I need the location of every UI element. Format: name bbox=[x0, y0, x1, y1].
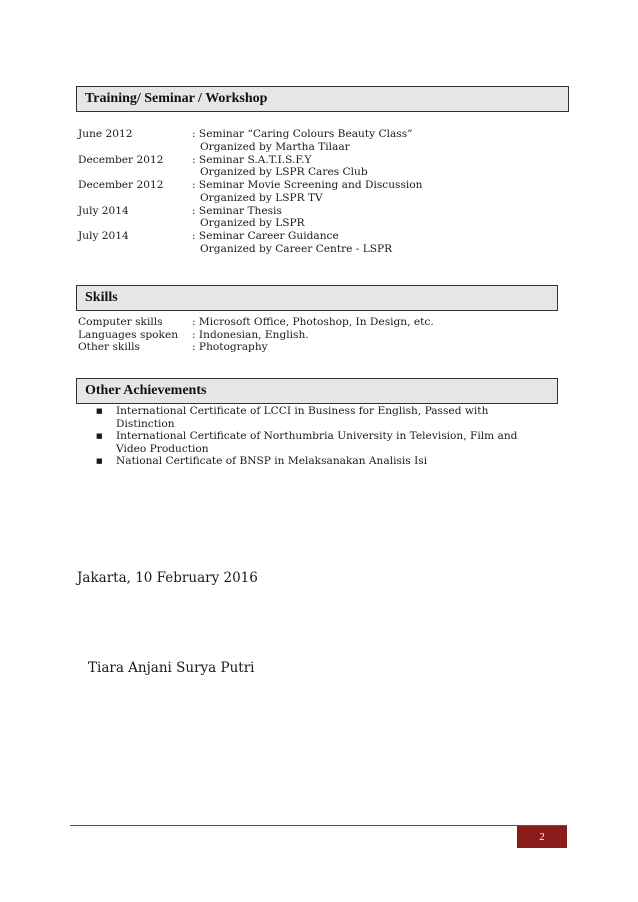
square-bullet-icon: ■ bbox=[96, 432, 103, 441]
signatory-name: Tiara Anjani Surya Putri bbox=[88, 660, 255, 676]
achievements-list bbox=[96, 405, 546, 468]
square-bullet-icon: ■ bbox=[96, 457, 103, 466]
skill-label: Other skills bbox=[78, 341, 140, 354]
training-date: December 2012 bbox=[78, 153, 164, 166]
skill-row bbox=[78, 316, 434, 329]
training-organizer: Organized by LSPR bbox=[200, 217, 305, 230]
skill-label: Computer skills bbox=[78, 316, 163, 328]
training-organizer: Organized by LSPR Cares Club bbox=[200, 166, 368, 179]
training-title: : Seminar Career Guidance bbox=[192, 230, 339, 243]
training-organizer: Organized by LSPR TV bbox=[200, 191, 323, 204]
skills-heading bbox=[76, 285, 558, 311]
achievements-heading-text: Other Achievements bbox=[85, 383, 207, 398]
skill-row bbox=[78, 341, 434, 354]
training-title: : Seminar S.A.T.I.S.F.Y bbox=[192, 153, 312, 166]
footer-divider bbox=[70, 825, 567, 826]
training-title: : Seminar “Caring Colours Beauty Class” bbox=[192, 128, 413, 140]
square-bullet-icon: ■ bbox=[96, 407, 103, 415]
training-organizer: Organized by Career Centre - LSPR bbox=[200, 242, 393, 255]
training-entry bbox=[78, 154, 423, 179]
training-entry bbox=[78, 128, 423, 153]
skill-value: : Indonesian, English. bbox=[192, 328, 309, 341]
place-date: Jakarta, 10 February 2016 bbox=[77, 570, 258, 586]
training-date: July 2014 bbox=[78, 204, 129, 217]
training-date: July 2014 bbox=[78, 230, 129, 243]
page-number: 2 bbox=[517, 826, 567, 848]
training-date: June 2012 bbox=[78, 128, 133, 140]
training-title: : Seminar Movie Screening and Discussion bbox=[192, 179, 423, 192]
list-item bbox=[96, 455, 546, 468]
training-list bbox=[78, 128, 423, 256]
achievements-heading bbox=[76, 378, 558, 404]
skill-value: : Photography bbox=[192, 341, 268, 354]
achievement-text: National Certificate of BNSP in Melaksanakan Analisis Isi bbox=[116, 455, 428, 468]
training-date: December 2012 bbox=[78, 179, 164, 192]
skill-row bbox=[78, 329, 434, 342]
list-item bbox=[96, 405, 546, 430]
achievement-text: International Certificate of Northumbria University in Television, Film and Video Production bbox=[116, 430, 518, 455]
training-organizer: Organized by Martha Tilaar bbox=[200, 140, 350, 153]
training-entry bbox=[78, 230, 423, 255]
list-item bbox=[96, 430, 546, 455]
skill-label: Languages spoken bbox=[78, 328, 179, 341]
training-entry bbox=[78, 179, 423, 204]
training-heading bbox=[76, 86, 569, 112]
training-title: : Seminar Thesis bbox=[192, 204, 282, 217]
skill-value: : Microsoft Office, Photoshop, In Design, etc. bbox=[192, 316, 434, 328]
training-heading-text: Training/ Seminar / Workshop bbox=[85, 91, 268, 106]
training-entry bbox=[78, 205, 423, 230]
skills-heading-text: Skills bbox=[85, 290, 118, 305]
skills-list bbox=[78, 316, 434, 354]
achievement-text: International Certificate of LCCI in Business for English, Passed with Distinction bbox=[116, 405, 489, 430]
